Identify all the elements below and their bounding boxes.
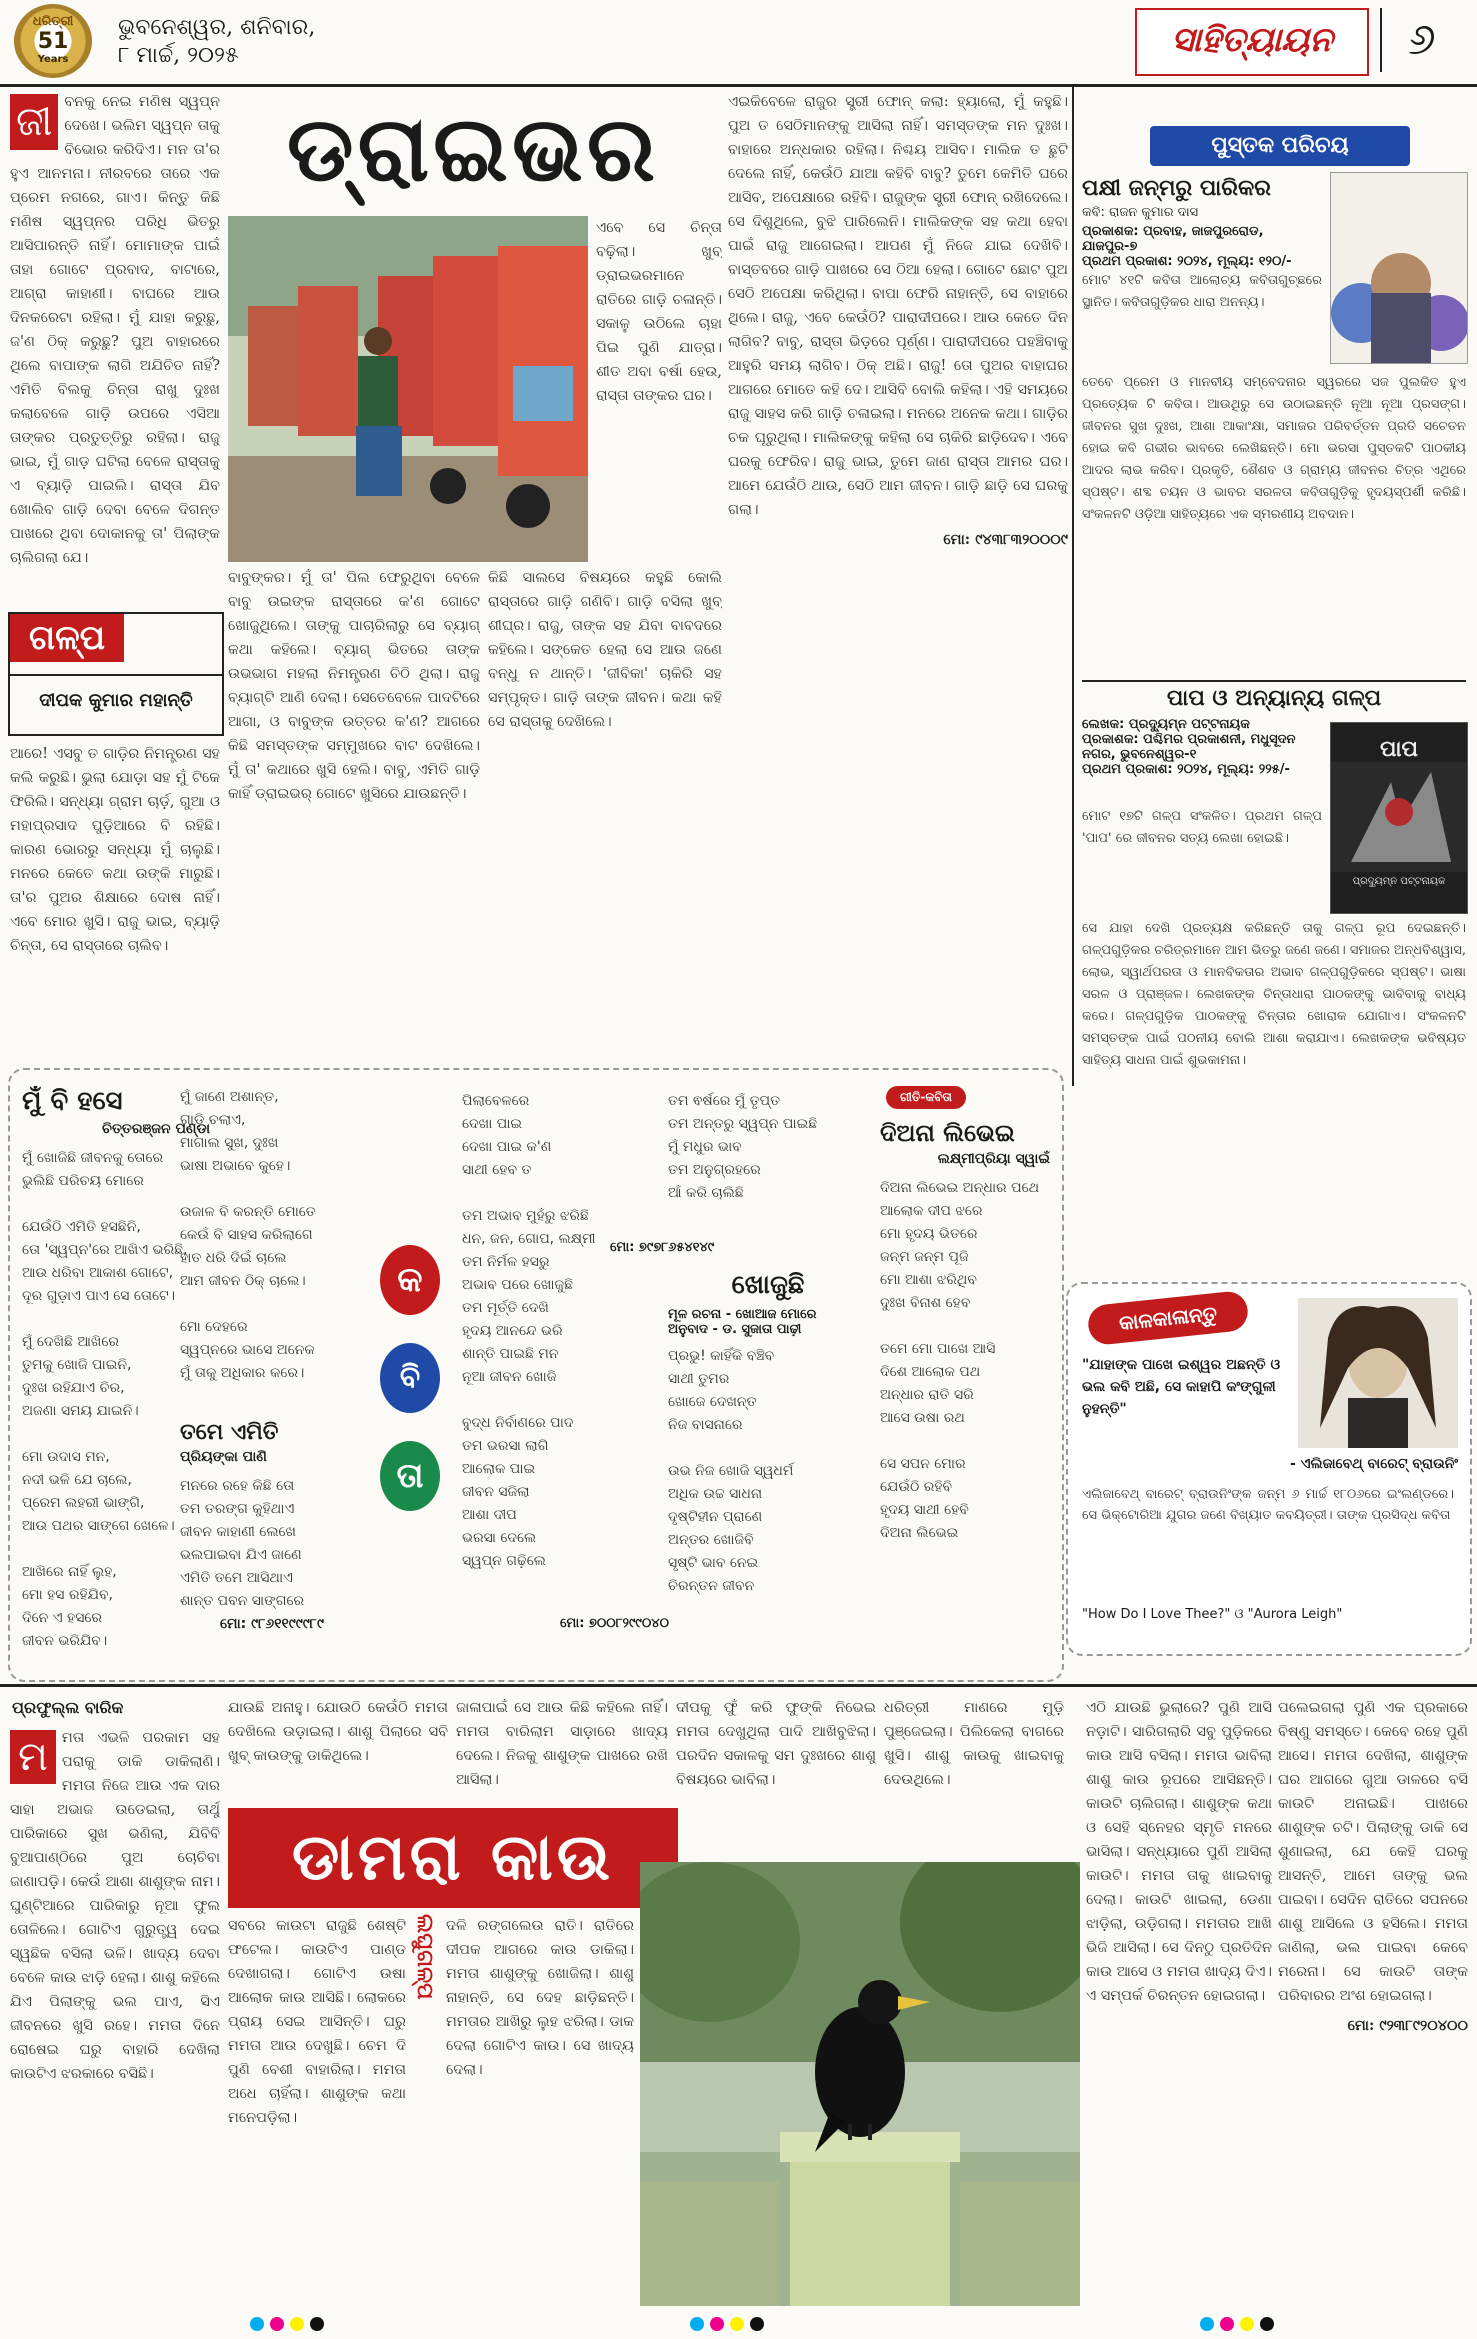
poem1-contact: ମୋ: ୯୮୬୧୧୯୯୯୮୯	[220, 1616, 324, 1632]
poem4-lines: ଦିଅନା ଲିଭେଇ ଅନ୍ଧାର ପଥେ ଆଲୋକ ଦୀପ ଝରେ ମୋ ହୃଦୟ ଭିତରେ ଜନ୍ମ ଜନ୍ମ ପୂଜି ମୋ ଆଶା ଝରିଥିବ ଦୁଃଖ ବିନାଶ ହେବ ତମେ ମୋ ପାଖେ ଆସି ଦିଶେ ଆଲୋକ ପଥ ଅନ୍ଧାର ରାତି ସରି ଆସେ ଉଷା ରଥ ସେ ସପନ ମୋର ଯେଉଁଠି ରହିବି ହୃଦୟ ସାଥୀ ହେବି ଦିଅନା ଲିଭେଇ	[880, 1180, 1040, 1541]
story1-column-3	[10, 742, 220, 1064]
book2-review-lead	[1082, 806, 1322, 916]
book1-details	[1082, 176, 1322, 269]
story1-photo-trucks	[228, 216, 588, 562]
book1-publisher: ପ୍ରକାଶକ: ପ୍ରବାହ, ଜାଜପୁରରୋଡ, ଯାଜପୁର-୭	[1082, 224, 1264, 254]
kabita-letter-1: କ	[380, 1245, 440, 1315]
book1-cover	[1330, 172, 1468, 364]
dateline	[118, 14, 315, 70]
portrait-image	[1298, 1298, 1458, 1448]
kalakalantu-label: କାଳକାଳାନ୍ତୁ	[1086, 1290, 1249, 1347]
poem2-author: ପ୍ରିୟଙ୍କା ପାଣି	[180, 1449, 267, 1465]
story2-text: ଜାଳାପାଇଁ ସେ ଆଉ କିଛି କହିଲେ ନାହିଁ। ମମତା ବାରିଲାମ ସାଡ଼ାରେ ଖାଦ୍ୟ ଦେଲେ। ନିଜକୁ ଶାଶୁଙ୍କ ପାଖରେ ରଖି ଆସିଲା।	[456, 1700, 668, 1788]
story1-title: ଡ୍ରାଇଭର	[286, 97, 660, 202]
book1-review-lead	[1082, 270, 1322, 370]
story1-text: ଆରେ! ଏସବୁ ତ ଗାଡ଼ିର ନିମନ୍ତ୍ରଣ ସହ କଲି କରୁଛି। ଭୁଲା ଯୋଡ଼ା ସହ ମୁଁ ଟିକେ ଫିରିଲି। ସନ୍ଧ୍ୟା ଗ୍ରାମ ଚାର୍ଡ଼, ଗୁଆ ଓ ମହାପ୍ରସାଦ ପୁଡ଼ିଆରେ ବି ରହିଛି। କାରଣ ଭୋରରୁ ସନ୍ଧ୍ୟା ମୁଁ ଚାଲୁଛି। ମନରେ କେତେ କଥା ଉଙ୍କି ମାରୁଛି। ତା'ର ପୁଅର ଶିକ୍ଷାରେ ଦୋଷ ନାହିଁ। ଏବେ ମୋର ଖୁସି। ରାଜୁ ଭାଇ, ବ୍ୟାଡ଼ି ଚିନ୍ତା, ସେ ରାସ୍ତାରେ ଚାଲିବ।	[10, 746, 220, 954]
story2-dropcap: ମ	[10, 1730, 56, 1784]
poem2-title: ତମେ ଏମିତି	[180, 1420, 279, 1445]
crow-image	[640, 1862, 1080, 2306]
column-divider	[1072, 86, 1074, 1086]
kalakalantu-works: "How Do I Love Thee?" ଓ "Aurora Leigh"	[1082, 1607, 1343, 1622]
story2-photo-crow	[640, 1862, 1080, 2306]
kabita-label	[380, 1245, 450, 1511]
book1-poet: କବି: ରାଜନ କୁମାର ଦାସ	[1082, 205, 1199, 220]
kabita-letter-2: ବି	[380, 1343, 440, 1413]
books-heading: ପୁସ୍ତକ ପରିଚୟ	[1150, 126, 1410, 166]
work-how-do-i-love: How Do I Love Thee?	[1087, 1607, 1225, 1622]
book2-cover	[1330, 722, 1468, 914]
browning-portrait	[1298, 1298, 1458, 1448]
kabita-letter-3: ତା	[380, 1441, 440, 1511]
section-title: ସାହିତ୍ୟାୟନ	[1135, 8, 1369, 76]
poem3-intro-lines: ତମ ଵର୍ଷରେ ମୁଁ ତୃପ୍ତ ତମ ଅନ୍ତରୁ ସ୍ୱପ୍ନ ପାଇଛି ମୁଁ ମଧୁର ଭାବ ତମ ଅନୁଗ୍ରହରେ ଆଁ କରି ଚାଲିଛି	[668, 1093, 818, 1201]
story2-text: ଯାଉଛି ଅନାହୁ। ଯୋଉଠି କେଉଁଠି ମମତା ଦେଖିଲେ ଉଡ଼ାଇଲା। ଶାଶୁ ପିଲାରେ ସବି ଖୁବ୍ କାଉଙ୍କୁ ଡାକିଥିଲେ।	[228, 1700, 448, 1764]
book1-review-text: ମୋଟ ୪୧ଟି କବିତା ଆଲୋଚ୍ୟ କବିତାଗୁଚ୍ଛରେ ସ୍ଥାନିତ। କବିତାଗୁଡ଼ିକର ଧାରା ଅନନ୍ୟ।	[1082, 273, 1322, 310]
story2-column-8	[1086, 1696, 1272, 2306]
poem3-lines: ପ୍ରଭୁ! କାହିଁକି ବଞ୍ଚିବ ସାଥୀ ତୁମର ଖୋଜେ ଦେଖନ୍ତ ନିଜ ବାସନାରେ ଉଭ ନିଜ ଖୋଜି ସ୍ୱଧର୍ମ ଅଧିକ ଉଚ୍ଚ ସାଧନା ଦୃଷ୍ଟିହୀନ ପ୍ରାଣେ ଅନ୍ତର ଖୋଜିବି ସୃଷ୍ଟି ଭାବ ନେଇ ଚିରନ୍ତନ ଜୀବନ	[668, 1348, 794, 1594]
poem1-lines-col2: ମୁଁ ଜାଣେ ଅଶାନ୍ତ, ଗାଡ଼ି ଚଲାଏ, ମାଗାଲ ସୁଖ, ଦୁଃଖ ଭାଷା ଅଭାବେ କୁହେ। ଉଜାଳ ବି କରନ୍ତି ମୋତେ କେଉଁ ବି ସାହସ କରିଲାଗେ ହାତ ଧରି ଦିଇଁ ଚାଲେ ଆମ ଜୀବନ ଠିକ୍ ଚାଲେ। ମୋ ଦେହରେ ସ୍ୱପ୍ନରେ ଭାସେ ଅନେକ ମୁଁ ତାକୁ ଅଧିକାର କରେ।	[180, 1089, 316, 1381]
poem3-author: ମୂଳ ରଚନା - ଖୋଆଜ ମୋରେ	[668, 1307, 817, 1322]
story1-text: ବନକୁ ନେଇ ମଣିଷ ସ୍ୱପ୍ନ ଦେଖେ। ଭଲିମ ସ୍ୱପ୍ନ ତାକୁ ବିଭୋର କରିଦିଏ। ମନ ତା'ର ହୁଏ ଆନମନା। ନୀରବରେ ତାରେ ଏକ ପ୍ରେମ ନଗରେ, ଗାଏ। କିନ୍ତୁ କିଛି ମଣିଷ ସ୍ୱପ୍ନର ପରିଧି ଭିତରୁ ଆସିପାରନ୍ତି ନାହିଁ। ମୋମାଙ୍କ ପାଇଁ ତାହା ଗୋଟେ ପ୍ରବାଦ, ବାଟାରେ, ଆଗ୍ରା କାହାଣୀ। ବାଘରେ ଆଉ ଦିନକରେଟା ରହିଲା। ମୁଁ ଯାହା କରୁଛୁ, ଜ'ଣ ଠିକ୍ କରୁଛୁ? ପୁଅ ବାହାରରେ ଥିଲେ ବାପାଙ୍କ ଲାଗି ଅଯିଚିତ ନାହିଁ? ଏମିତି ବିଲକୁ ଚିନ୍ତା ରାଖୁ ଦୁଃଖ କଲାବେଳେ ଗାଡ଼ି ଉପରେ ଏସିଆ ତାଙ୍କର ପ୍ରତୁତ୍ତିରୁ ରହିଲା। ରାଜୁ ଭାଇ, ମୁଁ ଗାଡ଼ ଘଟିଲା ବେଳେ ରାସ୍ତାକୁ ଏ ବ୍ୟାଡ଼ି ପାଇଲି। ରାସ୍ତା ଯିବ ଖୋଲିବ ଗାଡ଼ି ଦେବା ବେଳେ ଦିଗନ୍ତ ପାଖରେ ଥିବା ଦୋକାନକୁ ତା' ପିଲାଙ୍କ ଚାଲିଗଲା ଯେ।	[10, 94, 220, 566]
poem2-lines-col2: ପିଲାବେଳରେ ଦେଖା ପାଇ ଦେଖା ପାଇ କ'ଣ ସାଥୀ ହେବ ତ ତମ ଅଭାବ ମୁହଁରୁ ଝରିଛି ଧନ, ଜନ, ଗୋପ, ଲକ୍ଷ୍ମୀ ତମ ନିର୍ମଳ ହସରୁ ଅଭାବ ପରେ ଖୋଜୁଛି ତମ ମୂର୍ତ୍ତି ଦେଖି ହୃଦୟ ଆନନ୍ଦେ ଭରି ଶାନ୍ତି ପାଇଛି ମନ ନୂଆ ଜୀବନ ଖୋଜି ବୁଦ୍ଧ ନିର୍ବାଣରେ ପାଦ ତମ ଭରସା ଲାଗି ଆଲୋକ ପାଇ ଜୀବନ ସଜିଲା ଆଶା ଦୀପ ଭରସା ଦେଲେ ସ୍ୱପ୍ନ ଗଢ଼ିଲେ	[462, 1093, 596, 1569]
story2-text: ଏଠି ଯାଉଛି ଭୁଲାରେ? ପୁଣି ଆସି ନଡ଼ାଟି। ସାରିଗଲାରି ସବୁ ପୁଡ଼ିକରେ କାଉ ଆସି ବସିଲା। ମମତା ଭାବିଲା ଶାଶୁ କାଉ ରୂପରେ ଆସିଛନ୍ତି। କାଉଟି ଚାଲିଗଲା। ଶାଶୁଙ୍କ କଥା ଓ ସେହି ସ୍ନେହର ସ୍ମୃତି ମନରେ ଭାସିଲା। ସନ୍ଧ୍ୟାରେ ପୁଣି ଆସିଲା କାଉଟି। ମମତା ତାକୁ ଖାଇବାକୁ ଦେଲା। କାଉଟି ଖାଇଲା, ଡେଣା ଝାଡ଼ିଲା, ଉଡ଼ିଗଲା। ମମତାର ଆଖି ଭିଜି ଆସିଲା। ସେ ଦିନଠୁ ପ୍ରତିଦିନ କାଉ ଆସେ ଓ ମମତା ଖାଦ୍ୟ ଦିଏ। ଏ ସମ୍ପର୍କ ଚିରନ୍ତନ ହୋଇଗଲା।	[1086, 1700, 1272, 2004]
story2-genre-vertical	[412, 1914, 440, 2074]
story2-column-2-top	[228, 1696, 448, 1806]
story2-text: ମତା ଏଭଳି ପରକାମ ସହ ପରାକୁ ଡାକି ଡାକିଲାଣି। ମମତା ନିଜେ ଆଉ ଏକ ଦାର ସାହା ଅଭାଜ ଉଡେଇଲା, ତାର୍ଥୁ ପାରିକାରେ ସୁଖ ଭଣିଲା, ଯିବିବି ବୁଆପାଣ୍ଠିରେ ପୁଅ ଚୋଚିବା ଜାଣାପଡ଼ି। କେଉଁ ଆଶା ଶାଶୁଙ୍କ ନାମ। ଘୁଣ୍ଟିଆରେ ପାରିକାରୁ ନୂଆ ଫୁଲ ତୋଳିଲେ। ଗୋଟିଏ ଗୁରୁତ୍ତ୍ୱ ଦେଇ ସ୍ୱଛିକ ବସିଲା ଭଳି। ଖାଦ୍ୟ ଦେବା ବେଳେ କାଉ ଝାଡ଼ି ହେଲା। ଶାଶୁ କହିଲେ ଯିଏ ପିଲାଙ୍କୁ ଭଲ ପାଏ, ସିଏ ଜୀବନରେ ଖୁସି ରହେ। ମମତା ଦିନେ ରୋଷେଇ ଘରୁ ବାହାରି ଦେଖିଲା କାଉଟିଏ ଝରକାରେ ବସିଛି।	[10, 1730, 220, 2082]
book1-title: ପକ୍ଷୀ ଜନ୍ମରୁ ପାରିକର	[1082, 176, 1271, 201]
poem2-lines: ମନରେ ରହେ କିଛି ତୋ ତମ ତରଙ୍ଗ କୁହିଥାଏ ଜୀବନ କାହାଣୀ ଲେଖେ ଭଲପାଇବା ଯିଏ ଜାଣେ ଏମିତି ତମେ ଆସିଥାଏ ଶାନ୍ତ ପବନ ସାଙ୍ଗରେ	[180, 1478, 305, 1609]
book1-review	[1082, 372, 1466, 672]
poem3	[668, 1270, 868, 1650]
poem3-contact: ମୋ: ୭୦୦୮୨୯୯୦୪୦	[560, 1616, 670, 1631]
story2-column-7-top	[884, 1696, 1064, 1856]
book1-edition: ପ୍ରଥମ ପ୍ରକାଶ: ୨୦୨୪, ମୂଲ୍ୟ: ୧୨୦/-	[1082, 254, 1292, 269]
poem4-tag: ଗୀତି-କବିତା	[886, 1086, 966, 1109]
book2-review-text: ସେ ଯାହା ଦେଖି ପ୍ରତ୍ୟକ୍ଷ କରିଛନ୍ତି ତାକୁ ଗଳ୍ପ ରୂପ ଦେଇଛନ୍ତି। ଗଳ୍ପଗୁଡ଼ିକର ଚରିତ୍ରମାନେ ଆମ ଭିତରୁ ଜଣେ ଜଣେ। ସମାଜର ଅନ୍ଧବିଶ୍ୱାସ, ଲୋଭ, ସ୍ୱାର୍ଥପରତା ଓ ମାନବିକତାର ଅଭାବ ଗଳ୍ପଗୁଡ଼ିକରେ ସ୍ପଷ୍ଟ। ଭାଷା ସରଳ ଓ ପ୍ରାଞ୍ଜଳ। ଲେଖକଙ୍କ ଚିନ୍ତାଧାରା ପାଠକଙ୍କୁ ଭାବିବାକୁ ବାଧ୍ୟ କରେ। ଗଳ୍ପଗୁଡ଼ିକ ପାଠକଙ୍କୁ ଚିନ୍ତାର ଖୋରାକ ଯୋଗାଏ। ସଂକଳନଟି ସମସ୍ତଙ୍କ ପାଇଁ ପଠନୀୟ ବୋଲି ଆଶା କରାଯାଏ। ଲେଖକଙ୍କ ଭବିଷ୍ୟତ ସାହିତ୍ୟ ସାଧନା ପାଇଁ ଶୁଭକାମନା।	[1082, 921, 1466, 1068]
anniversary-badge	[14, 4, 92, 78]
story1-genre: ଗଳ୍ପ	[10, 614, 124, 662]
story2-lead-column	[10, 1726, 220, 2304]
story2-column-3-top	[456, 1696, 668, 1806]
poem2	[180, 1420, 370, 1660]
story1-lead-column	[10, 90, 220, 610]
kalakalantu-attribution: - ଏଲିଜାବେଥ୍ ବାରେଟ୍ ବ୍ରାଉନିଂ	[1289, 1456, 1458, 1472]
section-divider	[0, 1684, 1477, 1687]
story2-text: ସବରେ କାଉଟା ରାଜୁଛି ଶେଷ୍ଟି ଫଟେଲ। କାଉଟିଏ ପାଣ୍ଡ ଦେଖାଗଲା। ଗୋଟିଏ ଉଷା ଆଲୋକ କାଉ ଆସିଛି। ଲୋକରେ ପ୍ରାୟ ସେଇ ଆସିନ୍ତି। ଘରୁ ମମତା ଆଉ ଦେଖୁଛି। ଚେମ ଦି ପୁଣି ବେଶୀ ବାହାରିଲା। ମମତା ଅଧେ ଚାହିଁଲା। ଶାଶୁଙ୍କ କଥା ମନେପଡ଼ିଲା।	[228, 1918, 406, 2126]
story1-column-5	[488, 566, 722, 1064]
poem1-title: ମୁଁ ବି ହସେ	[22, 1086, 123, 1116]
work-aurora-leigh: Aurora Leigh	[1253, 1607, 1337, 1622]
story1-column-6	[728, 90, 1068, 1064]
story1-dropcap: ଜୀ	[10, 94, 58, 150]
registration-marks-2	[690, 2316, 770, 2335]
story2-text: ଦଳି ରଙ୍ଗଲେଉ ରାତି। ରାତିରେ ଦୀପକ ଆଗରେ କାଉ ଡାକିଲା। ମମତା ଶାଶୁଙ୍କୁ ଖୋଜିଲା। ଶାଶୁ ନାହାନ୍ତି, ସେ ଦେହ ଛାଡ଼ିଛନ୍ତି। ମମତାର ଆଖିରୁ ଲୁହ ଝରିଲା। ଡାକ ଦେଲା ଗୋଟିଏ କାଉ। ସେ ଖାଦ୍ୟ ଦେଲା।	[446, 1918, 634, 2078]
story1-byline-box	[8, 612, 224, 736]
story1-text: କିଛି ସାଲସେ ବିଷୟରେ କହୁଛି କୋଲି ରାସ୍ତାରେ ଗାଡ଼ି ଗଣିବି। ଗାଡ଼ି ବସିଲା ଖୁବ୍ ଶୀଘ୍ର। ରାଜୁ, ତାଙ୍କ ସହ ଯିବା ବାବଦରେ କହିଲେ। ସଙ୍କେତ ହେଲା ସେ ଆଉ ଜଣେ ବନ୍ଧୁ ନ ଥାନ୍ତି। 'ଜୀବିକା' ଚାକିରି ସହ ସମ୍ପୃକ୍ତ। ଗାଡ଼ି ତାଙ୍କ ଜୀବନ। କଥା କହି ସେ ରାସ୍ତାକୁ ଦେଖିଲେ।	[488, 570, 722, 730]
book2-publisher: ପ୍ରକାଶକ: ପଶ୍ଚିମର ପ୍ରକାଶନୀ, ମଧୁସୂଦନ ନଗର, ଭୁବନେଶ୍ୱର-୧	[1082, 732, 1296, 762]
dateline-date: ୮ ମାର୍ଚ୍ଚ, ୨୦୨୫	[118, 43, 239, 68]
story2-text: ପଲେଇଗଲା ପୁଣି ଏକ ପ୍ରକାରେ ବିଷ୍ଣୁ ସମସ୍ତେ। କେବେ ରହେ ପୁଣି ଆସେ। ମମତା ଦେଖିଲା, ଶାଶୁଙ୍କ ଘର ଆଗରେ ଗୁଆ ଡାଳରେ ବସି କାଉଟି ଅନାଇଛି। ପାଖରେ ଶାଶୁଙ୍କ ଚଟି। ପିଲାଙ୍କୁ ଡାକି ସେ ଶୁଣାଇଲା, ଯେ କେହି ଘରକୁ ଆସନ୍ତି, ଆମେ ତାଙ୍କୁ ଭଲ ପାଇବା। ସେଦିନ ରାତିରେ ସପନରେ ଶାଶୁ ଆସିଲେ ଓ ହସିଲେ। ମମତା ଜାଣିଲା, ଭଲ ପାଇବା କେବେ ମରେନା। ସେ କାଉଟି ତାଙ୍କ ପରିବାରର ଅଂଶ ହୋଇଗଲା।	[1278, 1700, 1468, 2004]
story1-column-4	[228, 566, 480, 1064]
page-number: ୬	[1380, 8, 1462, 72]
book2-author: ଲେଖକ: ପ୍ରଦ୍ୟୁମ୍ନ ପଟ୍ଟନାୟକ	[1082, 717, 1250, 732]
kalakalantu-quote: "ଯାହାଙ୍କ ପାଖେ ଇଶ୍ୱର ଅଛନ୍ତି ଓ ଭଲ କବି ଅଛି, ସେ କାହାପି କଂଙ୍ଗୁଳୀ ନୁହନ୍ତି"	[1082, 1357, 1281, 1417]
story2-column-4	[228, 1914, 406, 2304]
book2-title: ପାପ ଓ ଅନ୍ୟାନ୍ୟ ଗଳ୍ପ	[1166, 686, 1382, 711]
book1-cover-image	[1331, 173, 1467, 363]
story2-headline-box	[228, 1808, 678, 1908]
poem4-title: ଦିଅନା ଲିଭେଇ	[880, 1119, 1015, 1147]
story2-column-6-top	[676, 1696, 876, 1856]
truck-scene-image	[228, 216, 588, 562]
story1-column-2	[596, 216, 722, 562]
book2-cover-title: ପାପ	[1380, 737, 1418, 762]
story2-contact: ମୋ: ୯୨୩୮୯୨୦୪୦୦	[1347, 2017, 1468, 2034]
story2-genre: ଲଘୁଗଳ୍ପ	[412, 1914, 437, 2000]
story2-author: ପ୍ରଫୁଲ୍ଲ ବାରିକ	[12, 1698, 124, 1717]
badge-sub: Years	[37, 54, 69, 65]
story2-column-5	[446, 1914, 634, 2304]
page-header	[0, 0, 1477, 87]
kalakalantu-box	[1066, 1282, 1472, 1656]
poem3-translator: ଅନୁବାଦ - ଡ. ସୁଜାତା ପାଢ଼ୀ	[668, 1322, 802, 1337]
registration-marks-3	[1200, 2316, 1280, 2335]
badge-text: ଧରିତ୍ରୀ	[32, 14, 74, 29]
book1-review-text: ତେବେ ପ୍ରେମ ଓ ମାନବୀୟ ସମ୍ବେଦନାର ସ୍ୱରରେ ସଜ ପୁଲକିତ ହୁଏ ପ୍ରତ୍ୟେକ ଟି କବିତା। ଆଉଥିରୁ ସେ ଉଠାଇଛନ୍ତି ନୂଆ ନୂଆ ପ୍ରସଙ୍ଗ। ଜୀବନର ସୁଖ ଦୁଃଖ, ଆଶା ଆକାଂକ୍ଷା, ସମାଜର ପରିବର୍ତ୍ତନ ପ୍ରତି ସଚେତନ ହୋଇ କବି ଗଭୀର ଭାବରେ ଲେଖିଛନ୍ତି। ମୋ ଭରସା ପୁସ୍ତକଟି ପାଠକୀୟ ଆଦର ଲାଭ କରିବ। ପ୍ରକୃତି, ଶୈଶବ ଓ ଗ୍ରାମ୍ୟ ଜୀବନର ଚିତ୍ର ଏଥିରେ ସ୍ପଷ୍ଟ। ଶବ୍ଦ ଚୟନ ଓ ଭାବର ସରଳତା କବିତାଗୁଡ଼ିକୁ ହୃଦୟସ୍ପର୍ଶୀ କରିଛି। ସଂକଳନଟି ଓଡ଼ିଆ ସାହିତ୍ୟରେ ଏକ ସ୍ମରଣୀୟ ଅବଦାନ।	[1082, 375, 1466, 522]
story1-text: ଏବେ ସେ ଚିନ୍ତା ବଢ଼ିଲା। ଖୁବ୍ ଡ୍ରାଇଭରମାନେ ରାତିରେ ଗାଡ଼ି ଚଳାନ୍ତି। ସକାଳୁ ଉଠିଲେ ଚାହା ପିଇ ପୁଣି ଯାତ୍ରା। ଶୀତ ଅବା ବର୍ଷା ହେଉ, ରାସ୍ତା ତାଙ୍କର ଘର।	[596, 220, 722, 404]
registration-marks-1	[250, 2316, 330, 2335]
book2-review	[1082, 918, 1466, 1278]
poem3-title: ଖୋଜୁଛି	[731, 1270, 805, 1300]
story2-text: ଧରିତ୍ରୀ ମାଣରେ ମୁଡ଼ି ପୁଞ୍ଜେଇଲା। ପିଲିକେଲା ବାଗରେ ଖୁସି। ଶାଶୁ କାଉକୁ ଖାଇବାକୁ ଦେଉଥିଲେ।	[884, 1700, 1064, 1788]
poem1-author: ଚିତ୍ତରଞ୍ଜନ ପଣ୍ଡା	[102, 1121, 211, 1137]
book2-cover-author: ପ୍ରଦ୍ୟୁମ୍ନ ପଟ୍ଟନାୟକ	[1352, 876, 1446, 887]
poem4	[880, 1086, 1050, 1646]
story1-text: ଏଇକିବେଳେ ରାଜୁର ସ୍ତ୍ରୀ ଫୋନ୍ କଲା: ହ୍ୟାଲୋ, ମୁଁ କହୁଛି। ପୁଅ ତ ସେଠିମାନଙ୍କୁ ଆସିଲା ନାହିଁ। ସମସ୍ତଙ୍କ ମନ ଦୁଃଖ। ବାହାରେ ଅନ୍ଧକାର ରହିଲା। ନିଶ୍ଚୟ ଆସିବ। ମାଲିକ ତ ଛୁଟି ଦେଲେ ନାହିଁ, କେଉଁଠି ଯାଆ କହିବି ବାବୁ? ତୁମେ କେମିତି ଘରେ ଆସିବ, ଅପେକ୍ଷାରେ ରହିବି। ରାଜୁଙ୍କ ସ୍ତ୍ରୀ ଫୋନ୍ ରଖିଦେଲେ। ସେ ଦିଶୁଥିଲେ, ବୁଝି ପାରିଲେନି। ମାଲିକଙ୍କ ସହ କଥା ହେବା ପାଇଁ ରାଜୁ ଆଗେଇଲା। ଆପଣ ମୁଁ ନିଜେ ଯାଇ ଦେଖିବି। ବାସ୍ତବରେ ଗାଡ଼ି ପାଖରେ ସେ ଠିଆ ହେଲା। ଗୋଟେ ଛୋଟ ପୁଅ ସେଠି ଅପେକ୍ଷା କରିଥିଲା। ବାପା ଫେରି ନାହାନ୍ତି, ସେ ବାହାରେ ଥିଲେ। ରାଜୁ, ଏବେ କେଉଁଠି? ପାରାଦୀପରେ। ଆଉ କେତେ ଦିନ ଲାଗିବ? ବାବୁ, ରାସ୍ତା ଭିଡ଼ରେ ପୂର୍ଣ୍ଣ। ପାରାଦୀପରେ ପହଞ୍ଚିବାକୁ ଆହୁରି ସମୟ ଲାଗିବ। ଠିକ୍ ଅଛି। ରାଜୁ! ତୋ ପୁଅର ବାହାଘର ଆଗରେ ମୋତେ କହି ଦେ। ଆସିବି ବୋଲି କହିଲା। ଏହି ସମୟରେ ରାଜୁ ସାହସ କରି ଗାଡ଼ି ଚଳାଇଲା। ମନରେ ଅନେକ କଥା। ଗାଡ଼ିର ଚକ ଘୂରୁଥିଲା। ମାଲିକଙ୍କୁ କହିଲା ସେ ଚାକିରି ଛାଡ଼ିଦେବ। ଏବେ ଘରକୁ ଫେରିବ। ରାଜୁ ଭାଇ, ତୁମେ ଜାଣ ରାସ୍ତା ଆମର ଘର। ଆମେ ଯେଉଁଠି ଥାଉ, ସେଠି ଆମ ଜୀବନ। ଗାଡ଼ି ଛାଡ଼ି ସେ ଘରକୁ ଗଲା।	[728, 94, 1068, 518]
story1-author: ଦୀପକ କୁମାର ମହାନ୍ତି	[10, 674, 222, 725]
story2-title: ଡାମରା କାଉ	[291, 1821, 615, 1895]
story1-text: ବାବୁଙ୍କର। ମୁଁ ତା' ପିଲ ଫେରୁଥିବା ବେଳେ ବାବୁ ଉଇଙ୍କ ରାସ୍ତାରେ କ'ଣ ଗୋଟେ ଖୋଜୁଥିଲେ। ତାଙ୍କୁ ପାଚାରିଲାରୁ ସେ ବ୍ୟାଗ୍ କଥା କହିଲେ। ବ୍ୟାଗ୍ ଭିତରେ ତାଙ୍କ ଉଭଭାଗ ମହଲା ନିମନ୍ତ୍ରଣ ଚିଠି ଥିଲା। ରାଜୁ ବ୍ୟାଗ୍ଟି ଆଣି ଦେଲା। ସେତେବେଳେ ପାଦଟିରେ ଆଗା, ଓ ବାବୁଙ୍କ ଉତ୍ତର କ'ଣ? ଆଗରେ କିଛି ସମସ୍ତଙ୍କ ସମ୍ମୁଖରେ ବାଟ ଦେଖିଲେ। ମୁଁ ତା' କଥାରେ ଖୁସି ହେଲି। ବାବୁ, ଏମିତି ଗାଡ଼ି କାହିଁ ଡ୍ରାଇଭର୍ ଗୋଟେ ଖୁସିରେ ଯାଉଛନ୍ତି।	[228, 570, 480, 802]
poem4-contact: ମୋ: ୭୯୭୮୬୫୪୧୪୯	[610, 1240, 715, 1255]
poem1-lines: ମୁଁ ଖୋଜିଛି ଜୀବନକୁ ତୋରେ ଭୁଲିଛି ପରିଚୟ ମୋରେ ଯେଉଁଠି ଏମିତି ହସଛିନି, ତୋ 'ସ୍ୱପ୍ନ'ରେ ଆଖିଏ ଭରିଛି, ଆଉ ଧରିବା ଆକାଶ ଗୋଟେ, ଦୂର ଗୁଡ଼ାଏ ପାଏ ସେ ତୋଟେ। ମୁଁ ଦେଖିଛି ଆଖିରେ ତୁମକୁ ଖୋଜି ପାଇନି, ଦୁଃଖ ରହିଯାଏ ଚିର, ଅଜଣା ସମୟ ଯାଇନି। ମୋ ଉଦାସ ମନ, ନଦୀ ଭଳି ଯେ ଚାଲେ, ପ୍ରେମ ଲହରୀ ଭାଙ୍ଗି, ଆଉ ପଥର ସାଙ୍ଗେ ଖେଳେ। ଆଖିରେ ନାହିଁ ଲୁହ, ମୋ ହସ ରହିଯିବ, ଦିନେ ଏ ହସରେ ଜୀବନ ଭରିଯିବ।	[22, 1150, 188, 1646]
story2-text: ଦୀପକୁ ଫୁଁ କରି ଫୁଙ୍କି ନିଭେଇ ମମତା ଦେଖୁଥିଲା ପାଦି ଆଖିବୁଝିଲା। ପରଦିନ ସକାଳକୁ ସମ ଦୁଃଖରେ ଶାଶୁ ବିଷୟରେ ଭାବିଲା।	[676, 1700, 876, 1788]
books-divider	[1082, 680, 1466, 682]
kalakalantu-bio	[1082, 1484, 1454, 1604]
dateline-day: ଭୁବନେଶ୍ୱର, ଶନିବାର,	[118, 15, 316, 40]
story1-contact: ମୋ: ୯୪୩୮୩୨୦୦୦୯	[943, 531, 1068, 548]
kalakalantu-bio-text: ଏଲିଜାବେଥ୍ ବାରେଟ୍ ବ୍ରାଉନିଂଙ୍କ ଜନ୍ମ ୬ ମାର୍ଚ୍ଚ ୧୮୦୬ରେ ଇଂଲଣ୍ଡରେ। ସେ ଭିକ୍ଟୋରିଆ ଯୁଗର ଜଣେ ବିଖ୍ୟାତ କବୟିତ୍ରୀ। ତାଙ୍କ ପ୍ରସିଦ୍ଧ କବିତା	[1082, 1487, 1454, 1523]
story2-column-9	[1278, 1696, 1468, 2284]
book2-edition: ପ୍ରଥମ ପ୍ରକାଶ: ୨୦୨୪, ମୂଲ୍ୟ: ୨୨୫/-	[1082, 762, 1290, 777]
book2-cover-art	[1331, 762, 1467, 872]
story1-headline-box	[228, 92, 718, 212]
poem4-author: ଲକ୍ଷ୍ମୀପ୍ରିୟା ସ୍ୱାଇଁ	[937, 1151, 1050, 1167]
badge-number: 51	[37, 29, 69, 54]
book2-review-text: ମୋଟ ୧୭ଟି ଗଳ୍ପ ସଂକଳିତ। ପ୍ରଥମ ଗଳ୍ପ 'ପାପ' ରେ ଜୀବନର ସତ୍ୟ ଲେଖା ହୋଇଛି।	[1082, 809, 1322, 846]
